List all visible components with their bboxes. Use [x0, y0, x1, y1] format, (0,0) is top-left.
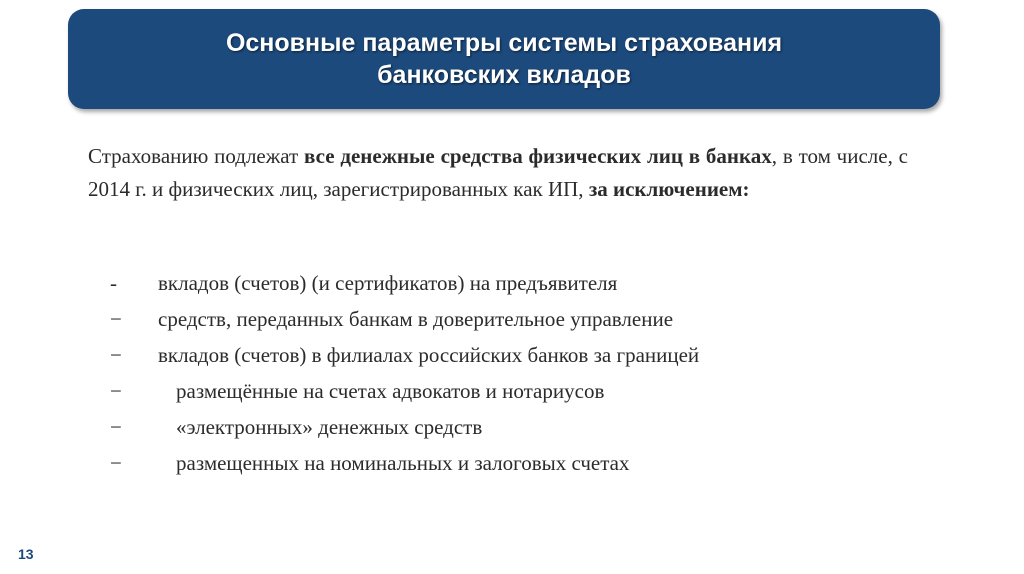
- list-marker: −: [110, 343, 122, 367]
- list-item-text: размещённые на счетах адвокатов и нотариусов: [176, 379, 605, 403]
- list-marker: −: [110, 415, 122, 439]
- slide-title-banner: [68, 9, 940, 109]
- list-item: [0, 338, 1024, 374]
- intro-text-1: Страхованию подлежат: [88, 144, 305, 168]
- slide-title-line-1: Основные параметры системы страхования: [225, 29, 783, 57]
- intro-bold-all-funds: все денежные средства физических лиц в банках: [304, 144, 772, 168]
- list-marker: −: [110, 451, 122, 475]
- slide-title-line-2: банковских вкладов: [377, 61, 631, 89]
- list-item: [0, 302, 1024, 338]
- list-item: [0, 446, 1024, 482]
- intro-text-2: , в том числе, с 2014 г. и физических лиц, зарегистрированных как ИП,: [88, 144, 908, 201]
- list-item-text: средств, переданных банкам в доверительное управление: [158, 307, 674, 331]
- intro-paragraph: [88, 140, 908, 206]
- list-marker: -: [110, 271, 117, 295]
- list-marker: −: [110, 307, 122, 331]
- list-item: [0, 266, 1024, 302]
- list-item-text: вкладов (счетов) в филиалах российских банков за границей: [158, 343, 700, 367]
- list-item-text: «электронных» денежных средств: [176, 415, 483, 439]
- intro-bold-except: за исключением:: [588, 177, 750, 201]
- page-number: 13: [18, 546, 34, 562]
- list-item: [0, 374, 1024, 410]
- list-marker: −: [110, 379, 122, 403]
- list-item-text: размещенных на номинальных и залоговых счетах: [176, 451, 630, 475]
- list-item-text: вкладов (счетов) (и сертификатов) на предъявителя: [158, 271, 618, 295]
- list-item: [0, 410, 1024, 446]
